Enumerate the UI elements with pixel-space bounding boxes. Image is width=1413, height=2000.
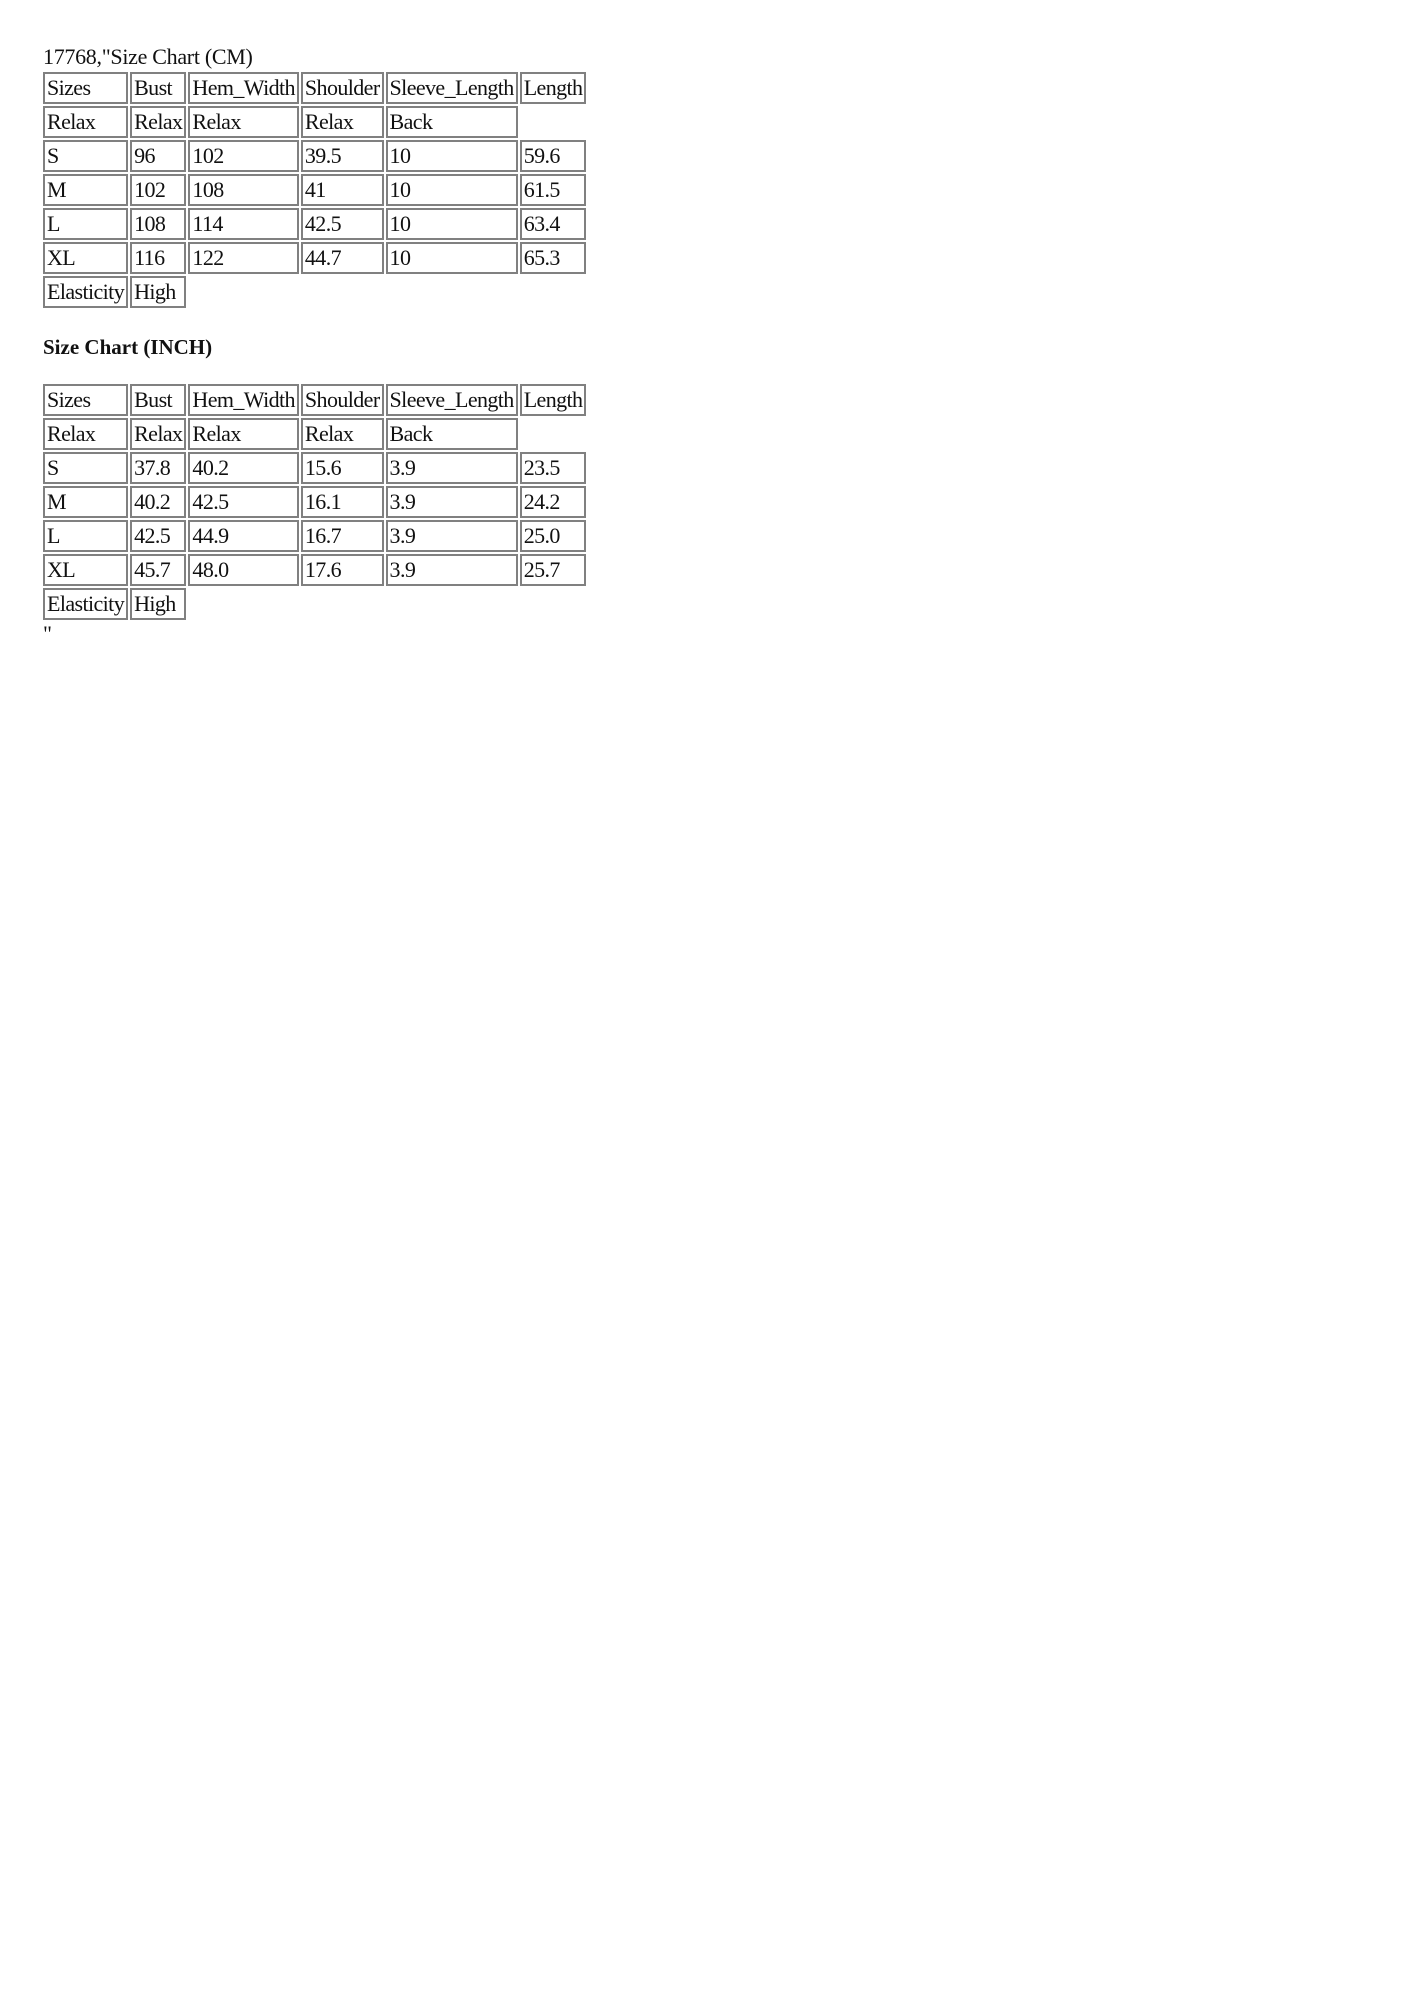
size-chart-cm-table bbox=[41, 70, 588, 310]
table-header-row bbox=[43, 72, 586, 104]
empty-cell bbox=[386, 588, 518, 620]
subheader-cell: Relax bbox=[130, 106, 186, 138]
empty-cell bbox=[188, 276, 298, 308]
table-cell: 16.7 bbox=[301, 520, 384, 552]
table-cell: 10 bbox=[386, 208, 518, 240]
footer-cell: Elasticity bbox=[43, 276, 128, 308]
footer-cell: High bbox=[130, 276, 186, 308]
empty-cell bbox=[301, 276, 384, 308]
table-row bbox=[43, 208, 586, 240]
table-cell: M bbox=[43, 486, 128, 518]
table-cell: 108 bbox=[130, 208, 186, 240]
subheader-cell: Back bbox=[386, 418, 518, 450]
header-cell: Hem_Width bbox=[188, 384, 298, 416]
footer-cell: Elasticity bbox=[43, 588, 128, 620]
table-subheader-row bbox=[43, 106, 586, 138]
subheader-cell: Back bbox=[386, 106, 518, 138]
empty-cell bbox=[188, 588, 298, 620]
table-row bbox=[43, 452, 586, 484]
table-cell: XL bbox=[43, 242, 128, 274]
empty-cell bbox=[520, 418, 587, 450]
table-cell: 102 bbox=[130, 174, 186, 206]
table-cell: 3.9 bbox=[386, 486, 518, 518]
table-cell: XL bbox=[43, 554, 128, 586]
table-cell: 44.7 bbox=[301, 242, 384, 274]
table-row bbox=[43, 242, 586, 274]
table-header-row bbox=[43, 384, 586, 416]
table-cell: 10 bbox=[386, 174, 518, 206]
table-cell: 42.5 bbox=[301, 208, 384, 240]
table-footer-row bbox=[43, 588, 586, 620]
header-cell: Sleeve_Length bbox=[386, 384, 518, 416]
empty-cell bbox=[301, 588, 384, 620]
table-cell: L bbox=[43, 208, 128, 240]
table-cell: 25.7 bbox=[520, 554, 587, 586]
closing-quote: " bbox=[43, 621, 52, 646]
table-cell: 114 bbox=[188, 208, 298, 240]
table-cell: 17.6 bbox=[301, 554, 384, 586]
empty-cell bbox=[520, 588, 587, 620]
table-cell: 23.5 bbox=[520, 452, 587, 484]
header-cell: Shoulder bbox=[301, 384, 384, 416]
table-cell: 48.0 bbox=[188, 554, 298, 586]
header-cell: Length bbox=[520, 384, 587, 416]
document-page bbox=[43, 44, 1373, 644]
table-cell: 108 bbox=[188, 174, 298, 206]
table-cell: 40.2 bbox=[188, 452, 298, 484]
table-cell: 3.9 bbox=[386, 452, 518, 484]
table-cell: 3.9 bbox=[386, 554, 518, 586]
empty-cell bbox=[386, 276, 518, 308]
table-cell: L bbox=[43, 520, 128, 552]
header-cell: Sleeve_Length bbox=[386, 72, 518, 104]
table-subheader-row bbox=[43, 418, 586, 450]
table-cell: S bbox=[43, 140, 128, 172]
table-row bbox=[43, 486, 586, 518]
table-cell: 3.9 bbox=[386, 520, 518, 552]
table-cell: 16.1 bbox=[301, 486, 384, 518]
table-cell: 40.2 bbox=[130, 486, 186, 518]
table-cell: 24.2 bbox=[520, 486, 587, 518]
table-cell: S bbox=[43, 452, 128, 484]
subheader-cell: Relax bbox=[301, 418, 384, 450]
table-cell: 44.9 bbox=[188, 520, 298, 552]
table-cell: 42.5 bbox=[188, 486, 298, 518]
table-cell: 37.8 bbox=[130, 452, 186, 484]
table-cell: 45.7 bbox=[130, 554, 186, 586]
footer-cell: High bbox=[130, 588, 186, 620]
header-cell: Shoulder bbox=[301, 72, 384, 104]
header-cell: Bust bbox=[130, 384, 186, 416]
table-cell: 10 bbox=[386, 242, 518, 274]
table-row bbox=[43, 554, 586, 586]
table-cell: 10 bbox=[386, 140, 518, 172]
table-cell: 42.5 bbox=[130, 520, 186, 552]
table-cell: 96 bbox=[130, 140, 186, 172]
table-cell: 122 bbox=[188, 242, 298, 274]
empty-cell bbox=[520, 106, 587, 138]
table-cell: 41 bbox=[301, 174, 384, 206]
table-cell: M bbox=[43, 174, 128, 206]
table-cell: 39.5 bbox=[301, 140, 384, 172]
table-cell: 61.5 bbox=[520, 174, 587, 206]
table-cell: 15.6 bbox=[301, 452, 384, 484]
empty-cell bbox=[520, 276, 587, 308]
subheader-cell: Relax bbox=[188, 418, 298, 450]
table-footer-row bbox=[43, 276, 586, 308]
subheader-cell: Relax bbox=[43, 418, 128, 450]
header-cell: Bust bbox=[130, 72, 186, 104]
table-cell: 59.6 bbox=[520, 140, 587, 172]
table-row bbox=[43, 520, 586, 552]
header-cell: Sizes bbox=[43, 72, 128, 104]
header-cell: Sizes bbox=[43, 384, 128, 416]
table-cell: 63.4 bbox=[520, 208, 587, 240]
subheader-cell: Relax bbox=[301, 106, 384, 138]
intro-text: 17768,"Size Chart (CM) bbox=[43, 44, 253, 69]
table-cell: 102 bbox=[188, 140, 298, 172]
header-cell: Hem_Width bbox=[188, 72, 298, 104]
size-chart-inch-table bbox=[41, 382, 588, 622]
table-cell: 25.0 bbox=[520, 520, 587, 552]
subheader-cell: Relax bbox=[43, 106, 128, 138]
table-cell: 116 bbox=[130, 242, 186, 274]
table-cell: 65.3 bbox=[520, 242, 587, 274]
subheader-cell: Relax bbox=[130, 418, 186, 450]
header-cell: Length bbox=[520, 72, 587, 104]
subheader-cell: Relax bbox=[188, 106, 298, 138]
inch-chart-title: Size Chart (INCH) bbox=[43, 335, 213, 359]
table-row bbox=[43, 140, 586, 172]
table-row bbox=[43, 174, 586, 206]
